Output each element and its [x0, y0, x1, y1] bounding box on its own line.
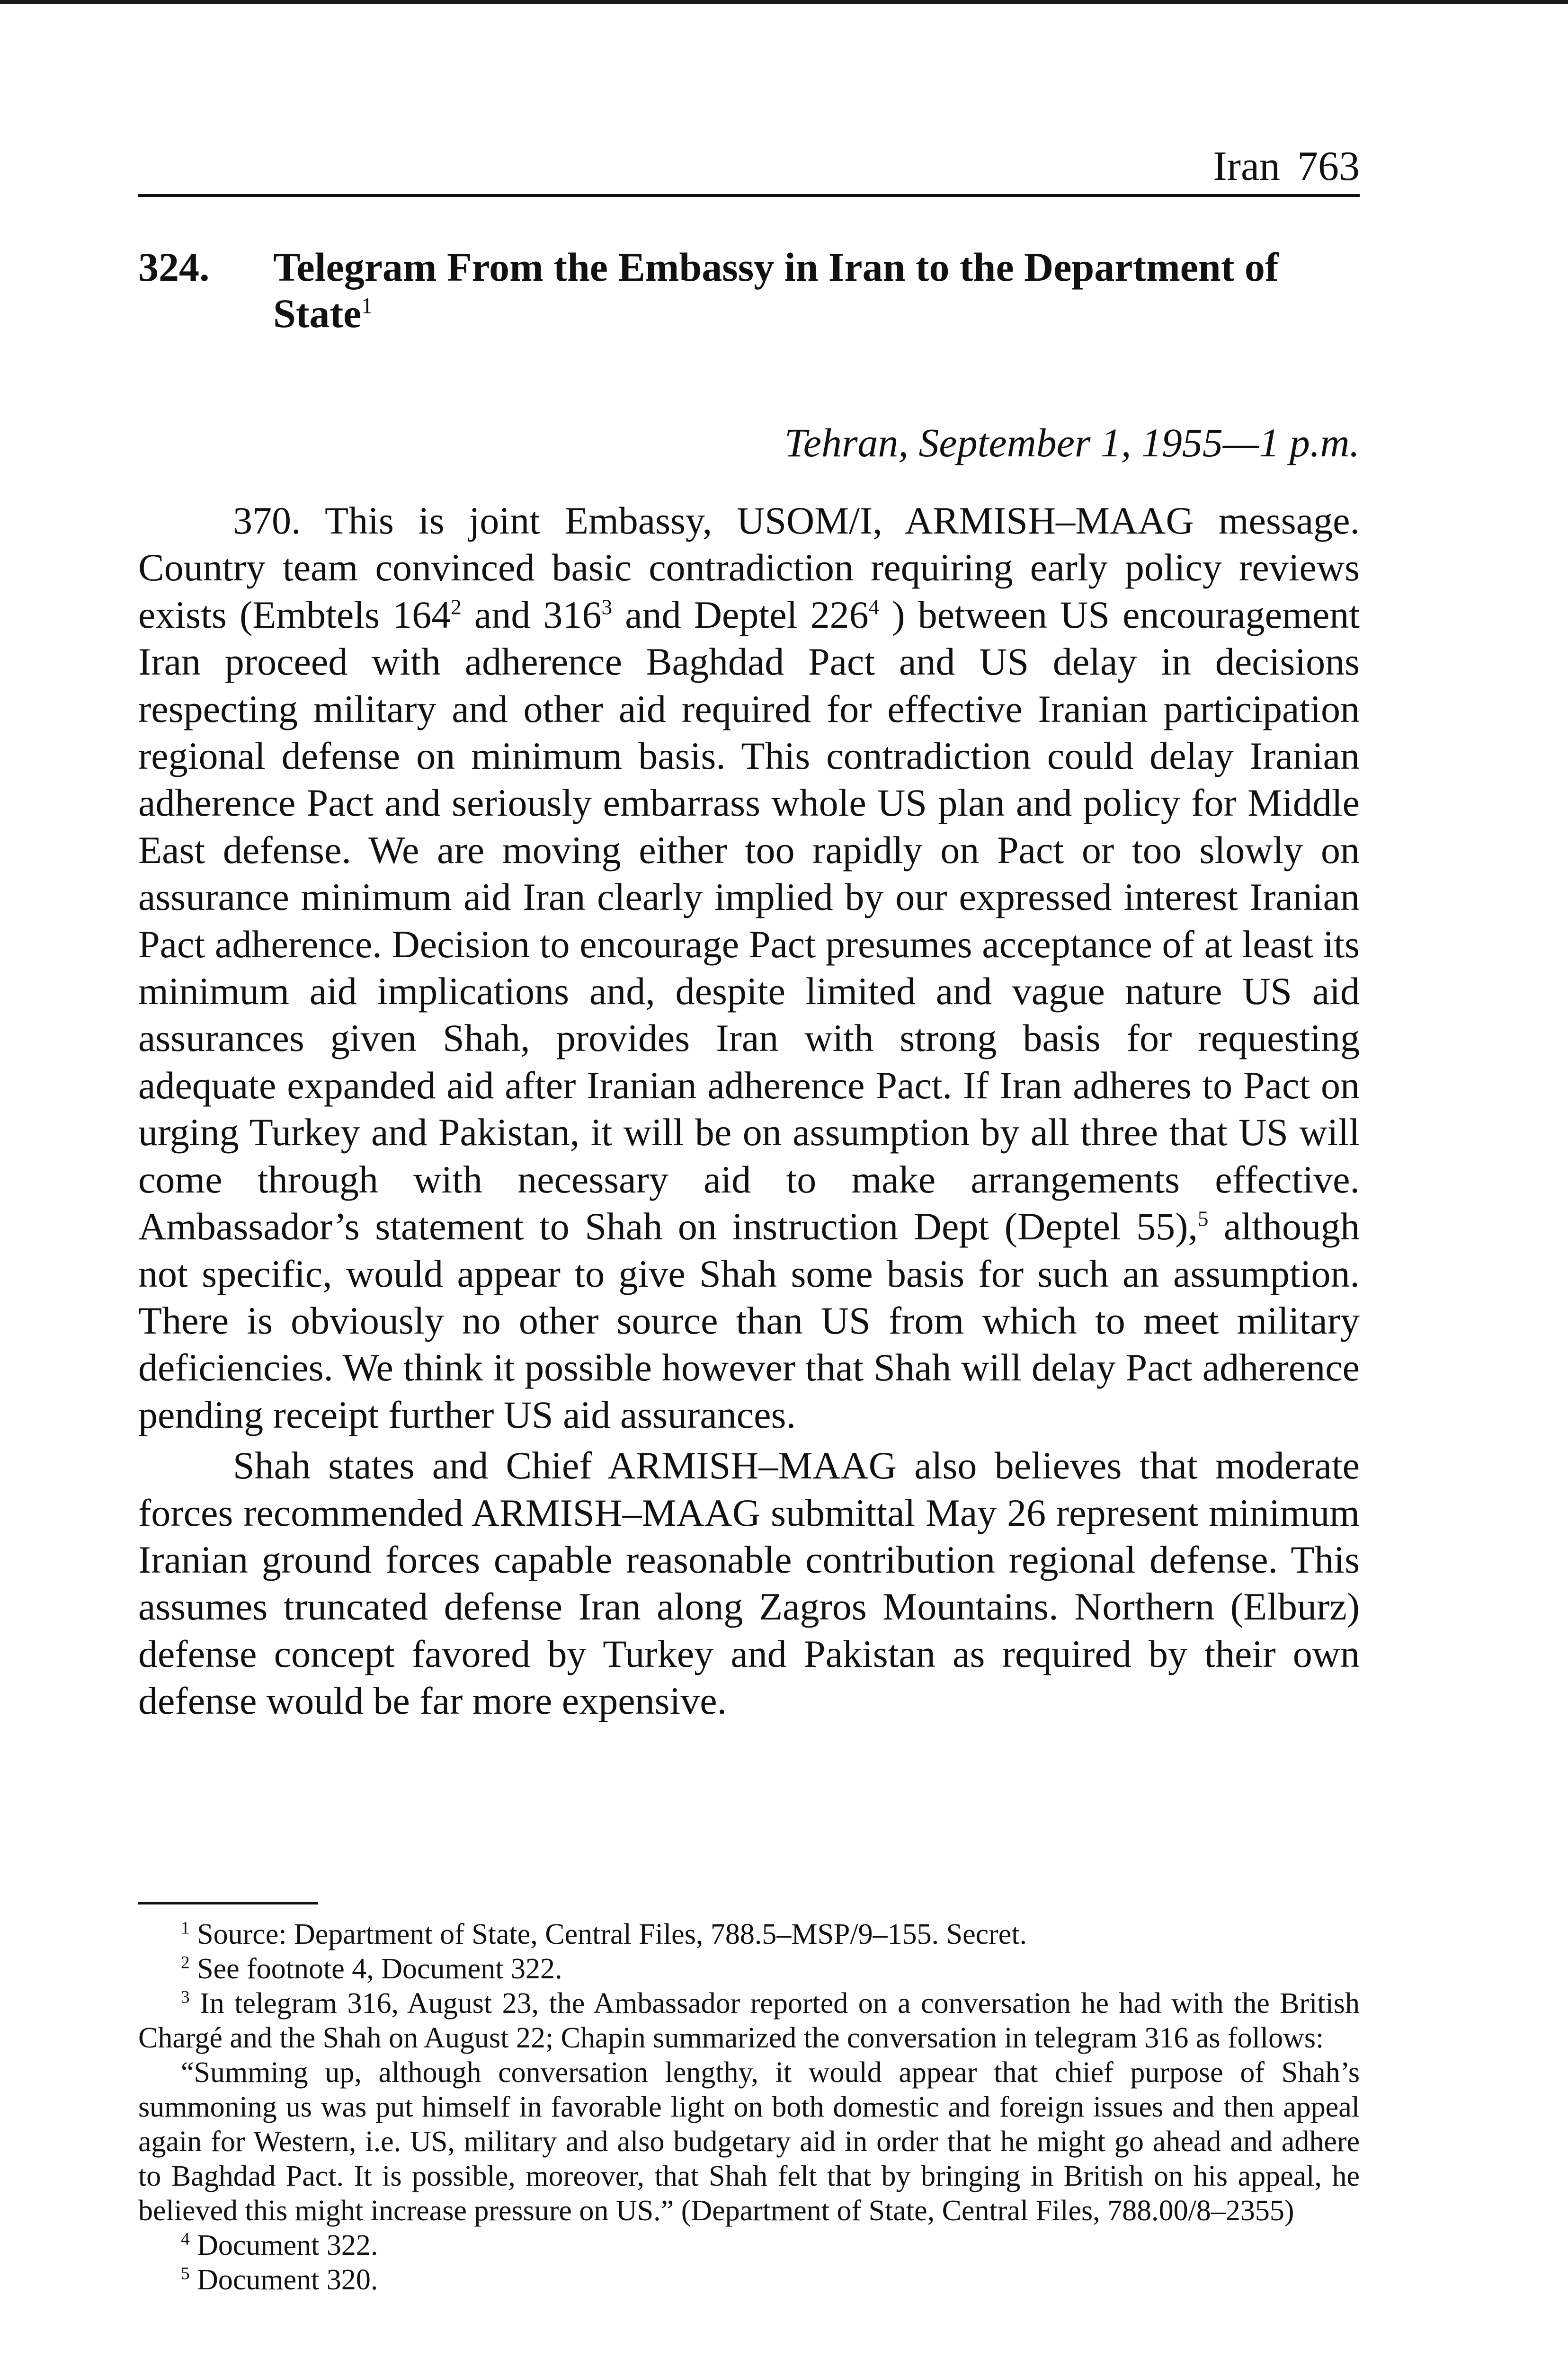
- footnote-4: [138, 2228, 1360, 2263]
- body-text-segment: 370. This is joint Embassy, USOM/I, ARMISH–MAAG message. Country team convinced basic contradiction requiring early policy reviews exists (Embtels 164: [138, 499, 1360, 636]
- document-title: [273, 244, 1369, 337]
- footnote-text: Document 320.: [189, 2264, 378, 2296]
- body-paragraph-1: [138, 497, 1360, 1438]
- footnote-divider: [138, 1902, 318, 1904]
- footnote-3: [138, 1986, 1360, 2056]
- footnote-ref: 4: [868, 595, 880, 619]
- footnote-mark: 3: [181, 1987, 190, 2007]
- footnote-ref: 2: [451, 595, 462, 619]
- running-head-title: Iran: [1213, 143, 1280, 189]
- running-head: [138, 142, 1360, 197]
- document-heading: [138, 244, 1369, 337]
- footnote-mark: 5: [181, 2264, 190, 2284]
- body-text-segment: ) between US encouragement Iran proceed with adherence Baghdad Pact and US delay in decisions respecting military and other aid required for effective Iranian participation regional defense on minimum basis. This contradiction could delay Iranian adherence Pact and seriously embarrass whole US plan and policy for Middle East defense. We are moving either too rapidly on Pact or too slowly on assurance minimum aid Iran clearly implied by our expressed interest Iranian Pact adherence. Decision to encourage Pact presumes acceptance of at least its minimum aid implications and, despite limited and vague nature US aid assurances given Shah, provides Iran with strong basis for requesting adequate expanded aid after Iranian adherence Pact. If Iran adheres to Pact on urging Turkey and Pakistan, it will be on assumption by all three that US will come through with necessary aid to make arrangements effective. Ambassador’s statement to Shah on instruction Dept (Deptel 55),: [138, 593, 1360, 1248]
- footnote-text: Document 322.: [189, 2229, 378, 2261]
- body-text-segment: and Deptel 226: [612, 593, 869, 636]
- footnote-3-quote: [138, 2056, 1360, 2228]
- footnote-mark: 1: [181, 1918, 190, 1938]
- title-footnote-ref: 1: [361, 294, 373, 319]
- page-number: 763: [1297, 143, 1360, 189]
- footnote-1: [138, 1917, 1360, 1952]
- footnote-mark: 2: [181, 1953, 190, 1973]
- body-text-segment: although not specific, would appear to give Shah some basis for such an assumption. There is obviously no other source than US from which to meet military deficiencies. We think it possible however that Shah will delay Pact adherence pending receipt further US aid assurances.: [138, 1205, 1360, 1436]
- document-title-text: Telegram From the Embassy in Iran to the Department of State: [273, 244, 1279, 336]
- telegram-body: [138, 497, 1360, 1725]
- footnote-text: In telegram 316, August 23, the Ambassador reported on a conversation he had with the British Chargé and the Shah on August 22; Chapin summarized the conversation in telegram 316 as follows:: [138, 1987, 1360, 2054]
- footnote-text: See footnote 4, Document 322.: [189, 1953, 562, 1985]
- footnote-5: [138, 2263, 1360, 2297]
- footnote-ref: 3: [601, 595, 613, 619]
- footnote-text: Source: Department of State, Central Files, 788.5–MSP/9–155. Secret.: [189, 1918, 1027, 1950]
- dateline: Tehran, September 1, 1955—1 p.m.: [784, 420, 1360, 465]
- footnote-text: “Summing up, although conversation lengthy, it would appear that chief purpose of Shah’s summoning us was put himself in favorable light on both domestic and foreign issues and then appeal again for Western, i.e. US, military and also budgetary aid in order that he might go ahead and adhere to Baghdad Pact. It is possible, moreover, that Shah felt that by bringing in British on his appeal, he believed this might increase pressure on US.” (Department of State, Central Files, 788.00/8–2355): [138, 2056, 1360, 2227]
- scan-top-edge: [0, 0, 1568, 4]
- footnotes: [138, 1917, 1360, 2297]
- body-text-segment: and 316: [461, 593, 602, 636]
- footnote-2: [138, 1952, 1360, 1986]
- footnote-ref: 5: [1197, 1207, 1209, 1231]
- footnote-mark: 4: [181, 2229, 190, 2249]
- body-paragraph-2: Shah states and Chief ARMISH–MAAG also believes that moderate forces recommended ARMISH–MAAG submittal May 26 represent minimum Iranian ground forces capable reasonable contribution regional defense. This assumes truncated defense Iran along Zagros Mountains. Northern (Elburz) defense concept favored by Turkey and Pakistan as required by their own defense would be far more expensive.: [138, 1444, 1360, 1723]
- document-number: 324.: [138, 244, 210, 290]
- running-head-text: [1213, 143, 1360, 189]
